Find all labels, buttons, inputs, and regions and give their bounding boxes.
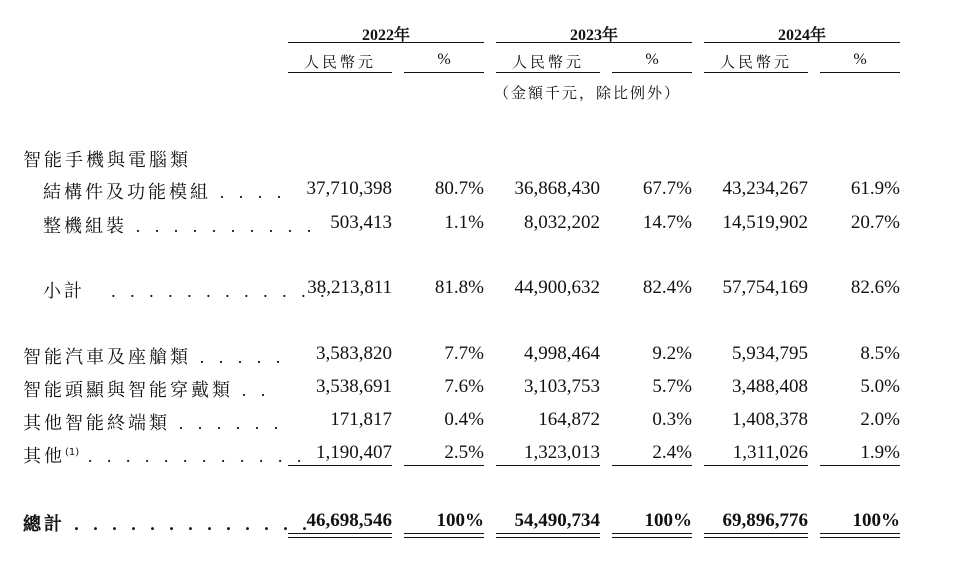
cell-pct-2024: 1.9% [860,442,900,463]
total-value-2023: 54,490,734 [514,510,600,531]
total-label: 總計 . . . . . . . . . . . . . [23,514,312,535]
total-double-rule-rmb-2022 [288,533,392,538]
column-header-pct-2023: % [645,51,659,68]
total-double-rule-pct-2024 [820,533,900,538]
footnote-marker: (1) [65,447,80,458]
section-title-smartphone-pc: 智能手機與電腦類 [23,150,191,171]
cell-pct-2022: 7.7% [444,343,484,364]
rule-above-total-rmb-2022 [288,465,392,466]
cell-value-2022: 37,710,398 [306,178,392,199]
cell-value-2023: 1,323,013 [524,442,600,463]
cell-value-2024: 1,311,026 [732,442,808,463]
cell-pct-2022: 0.4% [444,409,484,430]
row-label: 結構件及功能模組 . . . . [43,182,287,203]
cell-pct-2024: 61.9% [850,178,900,199]
cell-value-2024: 14,519,902 [722,212,808,233]
cell-value-2022: 3,583,820 [316,343,392,364]
total-value-2022: 46,698,546 [306,510,392,531]
subtotal-value-2022: 38,213,811 [307,277,392,298]
cell-pct-2022: 7.6% [444,376,484,397]
total-pct-2022: 100% [436,510,484,531]
cell-pct-2023: 5.7% [652,376,692,397]
cell-pct-2024: 20.7% [850,212,900,233]
cell-pct-2023: 67.7% [642,178,692,199]
cell-value-2024: 3,488,408 [732,376,808,397]
cell-pct-2023: 2.4% [652,442,692,463]
unit-note: （金額千元，除比例外） [494,84,682,102]
rule-above-total-pct-2024 [820,465,900,466]
total-pct-2023: 100% [644,510,692,531]
cell-value-2022: 1,190,407 [316,442,392,463]
subtotal-label: 小計 . . . . . . . . . . . . [43,281,330,302]
total-double-rule-pct-2022 [404,533,484,538]
cell-pct-2022: 2.5% [444,442,484,463]
cell-value-2023: 4,998,464 [524,343,600,364]
column-header-pct-2024: % [853,51,867,68]
column-header-rmb-2024: 人民幣元 [719,53,792,71]
cell-pct-2023: 9.2% [652,343,692,364]
rule-above-total-pct-2023 [612,465,692,466]
cell-pct-2023: 14.7% [642,212,692,233]
cell-pct-2024: 5.0% [860,376,900,397]
year-underline-2022 [288,42,484,43]
row-label: 其他$^{(1)}$ . . . . . . . . . . . . [23,446,307,467]
rule-above-total-rmb-2024 [704,465,808,466]
subtotal-pct-2024: 82.6% [850,277,900,298]
cell-pct-2024: 8.5% [860,343,900,364]
cell-pct-2024: 2.0% [860,409,900,430]
cell-value-2022: 503,413 [330,212,392,233]
year-header-2024: 2024年 [777,27,826,44]
cell-value-2024: 43,234,267 [722,178,808,199]
year-underline-2023 [496,42,692,43]
header-underline-rmb-2023 [496,72,600,73]
header-underline-pct-2023 [612,72,692,73]
cell-value-2024: 5,934,795 [732,343,808,364]
header-underline-pct-2024 [820,72,900,73]
cell-value-2023: 164,872 [538,409,600,430]
year-underline-2024 [704,42,900,43]
cell-value-2023: 3,103,753 [524,376,600,397]
column-header-rmb-2023: 人民幣元 [511,53,584,71]
total-double-rule-pct-2023 [612,533,692,538]
cell-value-2022: 3,538,691 [316,376,392,397]
total-pct-2024: 100% [852,510,900,531]
cell-pct-2023: 0.3% [652,409,692,430]
row-label: 其他智能終端類 . . . . . . [23,413,284,434]
year-header-2023: 2023年 [569,27,618,44]
header-underline-rmb-2022 [288,72,392,73]
column-header-rmb-2022: 人民幣元 [303,53,376,71]
subtotal-pct-2023: 82.4% [642,277,692,298]
year-header-2022: 2022年 [361,27,410,44]
header-underline-pct-2022 [404,72,484,73]
total-double-rule-rmb-2024 [704,533,808,538]
cell-value-2022: 171,817 [330,409,392,430]
rule-above-total-rmb-2023 [496,465,600,466]
subtotal-pct-2022: 81.8% [434,277,484,298]
cell-pct-2022: 80.7% [434,178,484,199]
cell-value-2024: 1,408,378 [732,409,808,430]
cell-value-2023: 8,032,202 [524,212,600,233]
column-header-pct-2022: % [437,51,451,68]
header-underline-rmb-2024 [704,72,808,73]
subtotal-value-2023: 44,900,632 [514,277,600,298]
rule-above-total-pct-2022 [404,465,484,466]
total-double-rule-rmb-2023 [496,533,600,538]
row-label: 整機組裝 . . . . . . . . . . [43,216,317,237]
cell-value-2023: 36,868,430 [514,178,600,199]
total-value-2024: 69,896,776 [722,510,808,531]
row-label: 智能頭顯與智能穿戴類 . . [23,380,271,401]
row-label: 智能汽車及座艙類 . . . . . [23,347,286,368]
cell-pct-2022: 1.1% [444,212,484,233]
subtotal-value-2024: 57,754,169 [722,277,808,298]
